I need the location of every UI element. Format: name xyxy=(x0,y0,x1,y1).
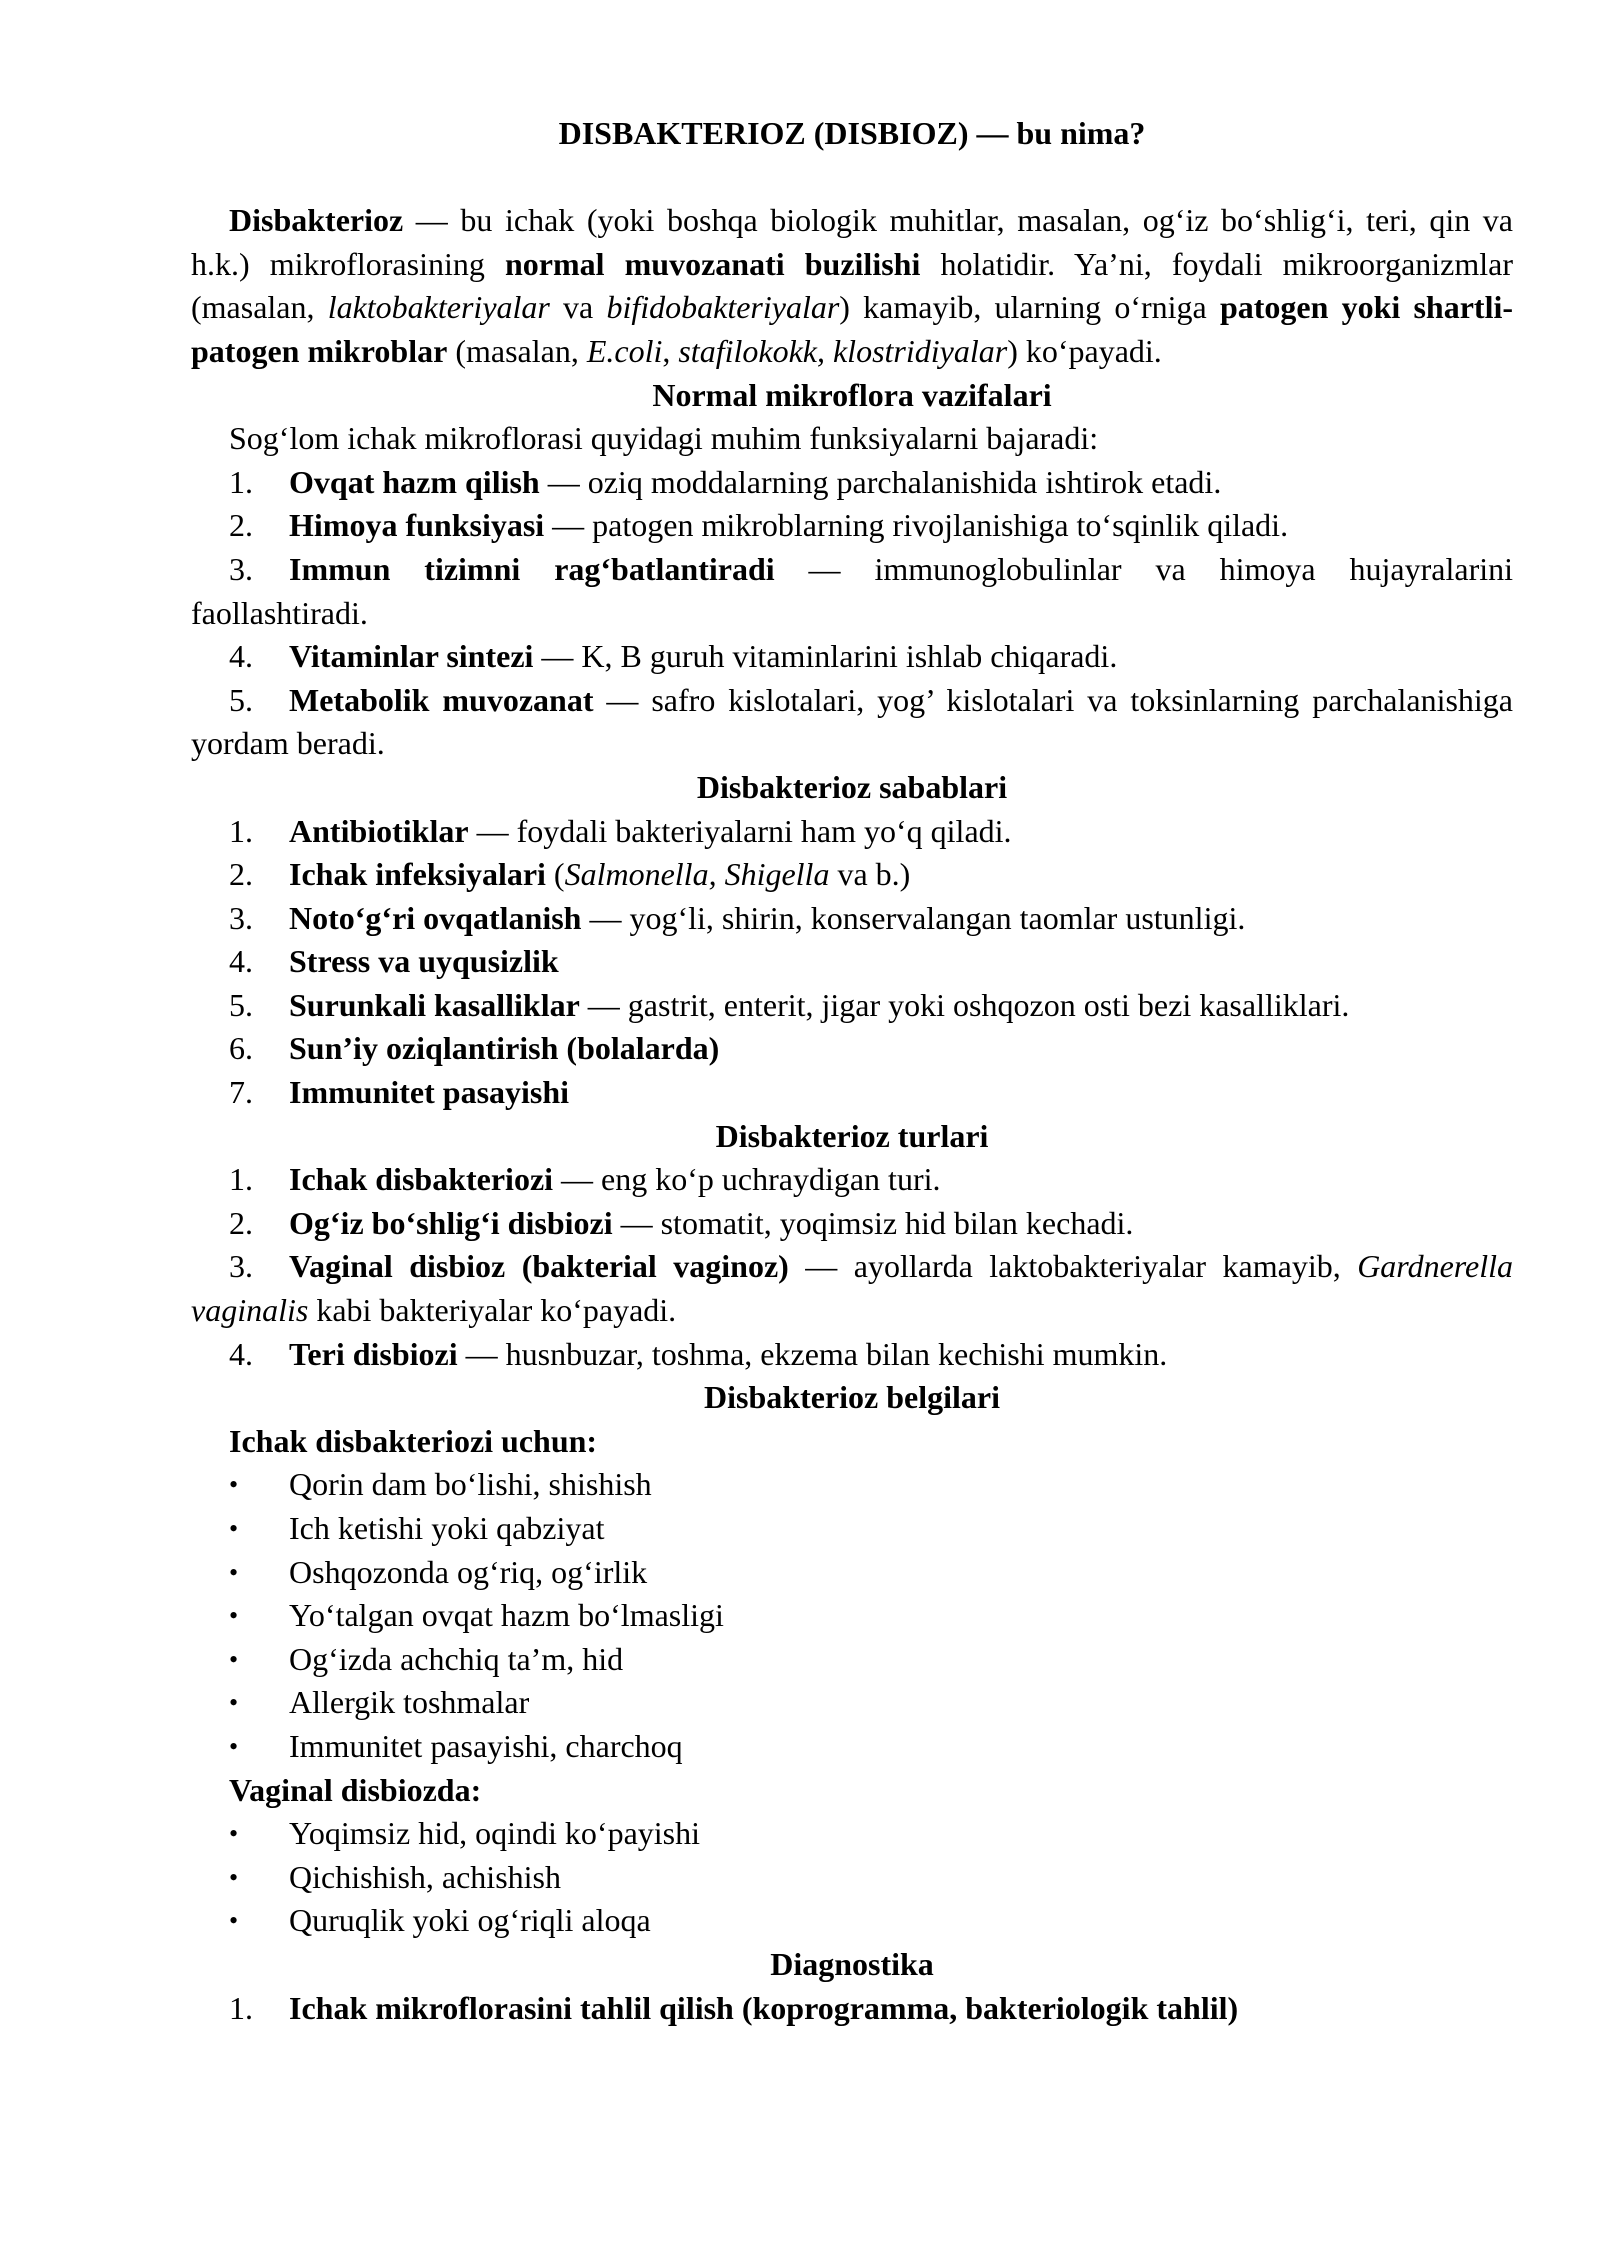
list-item xyxy=(191,1681,1513,1725)
list-number: 1. xyxy=(229,1989,253,2026)
list-item xyxy=(191,1202,1513,1246)
list-item xyxy=(191,1812,1513,1856)
list-item xyxy=(191,1158,1513,1202)
list-item xyxy=(191,984,1513,1028)
bullet-icon: • xyxy=(229,1644,239,1674)
list-number: 2. xyxy=(229,856,253,893)
list-italic: Salmonella, Shigella xyxy=(564,856,830,893)
list-text: Quruqlik yoki og‘riqli aloqa xyxy=(289,1902,651,1939)
bullet-icon: • xyxy=(229,1514,239,1543)
list-text: — husnbuzar, toshma, ekzema bilan kechishi mumkin. xyxy=(457,1335,1168,1372)
list-text: — K, B guruh vitaminlarini ishlab chiqaradi. xyxy=(533,638,1118,675)
section-heading-functions: Normal mikroflora vazifalari xyxy=(652,376,1052,413)
list-item xyxy=(191,1725,1513,1769)
intro-bold: normal muvozanati buzilishi xyxy=(504,245,921,282)
list-number: 7. xyxy=(229,1074,253,1111)
list-term: Og‘iz bo‘shlig‘i disbiozi xyxy=(289,1204,613,1241)
list-text: — gastrit, enterit, jigar yoki oshqozon osti bezi kasalliklari. xyxy=(579,986,1350,1023)
functions-lead: Sog‘lom ichak mikroflorasi quyidagi muhim funksiyalarni bajaradi: xyxy=(229,420,1099,457)
list-item xyxy=(191,853,1513,897)
list-item xyxy=(191,1507,1513,1551)
intro-text: holatidir. Ya’ni, foydali mikroorganizmlar (masalan, xyxy=(191,245,1514,326)
causes-list xyxy=(191,810,1513,1115)
list-term: Metabolik muvozanat xyxy=(289,681,594,718)
list-text: Yo‘talgan ovqat hazm bo‘lmasligi xyxy=(289,1597,724,1634)
list-text: — safro kislotalari, yog’ kislotalari va toksinlarning parchalanishiga yordam beradi. xyxy=(191,681,1514,762)
list-text: Allergik toshmalar xyxy=(289,1684,530,1721)
list-text: — yog‘li, shirin, konservalangan taomlar ustunligi. xyxy=(581,899,1246,936)
list-term: Teri disbiozi xyxy=(289,1335,458,1372)
intro-text: ) ko‘payadi. xyxy=(1007,332,1162,369)
section-heading-types: Disbakterioz turlari xyxy=(715,1117,989,1154)
list-text: — patogen mikroblarning rivojlanishiga to‘sqinlik qiladi. xyxy=(544,507,1289,544)
bullet-icon: • xyxy=(229,1731,239,1761)
list-number: 3. xyxy=(229,550,253,587)
list-term: Vitaminlar sintezi xyxy=(289,638,534,675)
list-number: 4. xyxy=(229,1335,253,1372)
list-text: — immunoglobulinlar va himoya hujayralarini faollashtiradi. xyxy=(191,550,1513,631)
bullet-icon: • xyxy=(229,1601,239,1631)
document-body xyxy=(191,112,1513,2030)
list-item xyxy=(191,635,1513,679)
intro-bold: patogen yoki shartli-patogen mikroblar xyxy=(191,289,1513,369)
list-item xyxy=(191,1987,1513,2031)
list-number: 3. xyxy=(229,1248,253,1285)
list-item xyxy=(191,548,1513,635)
list-text: Og‘izda achchiq ta’m, hid xyxy=(289,1640,624,1677)
list-item xyxy=(191,1594,1513,1638)
list-text: — foydali bakteriyalarni ham yo‘q qiladi. xyxy=(468,812,1012,849)
list-item xyxy=(191,1333,1513,1377)
list-number: 5. xyxy=(229,681,253,718)
list-text: — eng ko‘p uchraydigan turi. xyxy=(553,1161,941,1198)
section-heading-diagnostics: Diagnostika xyxy=(770,1945,934,1982)
list-item xyxy=(191,1463,1513,1507)
list-number: 2. xyxy=(229,507,253,544)
types-list xyxy=(191,1158,1513,1376)
list-term: Himoya funksiyasi xyxy=(289,507,545,544)
intro-text: — bu ichak (yoki boshqa biologik muhitlar, masalan, og‘iz bo‘shlig‘i, teri, qin va h.k.) mikroflorasining xyxy=(191,202,1513,282)
list-item xyxy=(191,810,1513,854)
list-term: Ichak mikroflorasini tahlil qilish (koprogramma, bakteriologik tahlil) xyxy=(289,1989,1239,2026)
list-text: Oshqozonda og‘riq, og‘irlik xyxy=(289,1553,648,1590)
list-text: ( xyxy=(545,856,565,893)
list-text: Qorin dam bo‘lishi, shishish xyxy=(289,1466,652,1503)
list-number: 4. xyxy=(229,638,253,675)
intro-text: va xyxy=(549,289,607,326)
list-text: Yoqimsiz hid, oqindi ko‘payishi xyxy=(289,1815,700,1852)
list-number: 1. xyxy=(229,1161,253,1198)
bullet-icon: • xyxy=(229,1819,239,1849)
list-item xyxy=(191,1551,1513,1595)
list-text: — stomatit, yoqimsiz hid bilan kechadi. xyxy=(612,1204,1134,1241)
list-item xyxy=(191,1071,1513,1115)
bullet-icon: • xyxy=(229,1688,239,1718)
intro-term: Disbakterioz xyxy=(229,202,404,239)
list-number: 4. xyxy=(229,943,253,980)
list-number: 1. xyxy=(229,812,253,849)
bullet-icon: • xyxy=(229,1862,239,1892)
list-number: 1. xyxy=(229,463,253,500)
list-text: — oziq moddalarning parchalanishida ishtirok etadi. xyxy=(539,463,1222,500)
section-heading-causes: Disbakterioz sabablari xyxy=(696,768,1008,805)
bullet-icon: • xyxy=(229,1906,239,1936)
list-text: — ayollarda laktobakteriyalar kamayib, xyxy=(788,1248,1358,1285)
list-term: Immun tizimni rag‘batlantiradi xyxy=(289,550,775,587)
list-text: va b.) xyxy=(829,856,911,893)
list-item xyxy=(191,461,1513,505)
list-number: 3. xyxy=(229,899,253,936)
list-item xyxy=(191,1899,1513,1943)
intro-text: (masalan, xyxy=(447,332,587,369)
intro-text: , xyxy=(662,332,679,369)
section-heading-symptoms: Disbakterioz belgilari xyxy=(704,1379,1000,1416)
list-item xyxy=(191,504,1513,548)
bullet-icon: • xyxy=(229,1557,239,1587)
list-item xyxy=(191,679,1513,766)
intro-italic: E.coli xyxy=(586,332,663,369)
list-term: Surunkali kasalliklar xyxy=(289,986,580,1023)
list-text: Immunitet pasayishi, charchoq xyxy=(289,1727,683,1764)
intestinal-subheading: Ichak disbakteriozi uchun: xyxy=(229,1422,598,1459)
diagnostics-list xyxy=(191,1987,1513,2031)
list-number: 6. xyxy=(229,1030,253,1067)
document-title: DISBAKTERIOZ (DISBIOZ) — bu nima? xyxy=(558,115,1146,151)
list-term: Immunitet pasayishi xyxy=(289,1074,570,1111)
list-term: Sun’iy oziqlantirish (bolalarda) xyxy=(289,1030,720,1067)
vaginal-subheading: Vaginal disbiozda: xyxy=(229,1771,482,1808)
list-text: Qichishish, achishish xyxy=(289,1858,561,1895)
list-item xyxy=(191,897,1513,941)
vaginal-symptoms-list xyxy=(191,1812,1513,1943)
intro-paragraph xyxy=(191,199,1513,373)
list-term: Vaginal disbioz (bakterial vaginoz) xyxy=(289,1248,789,1285)
list-term: Antibiotiklar xyxy=(289,812,469,849)
intro-italic: stafilokokk, klostridiyalar xyxy=(678,332,1008,369)
list-item xyxy=(191,1027,1513,1071)
list-term: Stress va uyqusizlik xyxy=(289,943,559,980)
list-italic: Gardnerella vaginalis xyxy=(191,1248,1514,1329)
list-item xyxy=(191,1638,1513,1682)
list-text: Ich ketishi yoki qabziyat xyxy=(289,1510,605,1546)
intro-text: ) kamayib, ularning o‘rniga xyxy=(839,289,1220,326)
list-item xyxy=(191,1856,1513,1900)
list-item xyxy=(191,1245,1513,1332)
list-term: Ichak infeksiyalari xyxy=(289,856,546,893)
list-item xyxy=(191,940,1513,984)
intro-italic: bifidobakteriyalar xyxy=(606,289,840,326)
intro-italic: laktobakteriyalar xyxy=(327,289,550,326)
list-number: 2. xyxy=(229,1204,253,1241)
intestinal-symptoms-list xyxy=(191,1463,1513,1768)
list-term: Ovqat hazm qilish xyxy=(289,463,540,500)
bullet-icon: • xyxy=(229,1470,239,1500)
list-term: Ichak disbakteriozi xyxy=(289,1161,554,1198)
list-term: Noto‘g‘ri ovqatlanish xyxy=(289,899,582,936)
list-text: kabi bakteriyalar ko‘payadi. xyxy=(308,1292,677,1329)
list-number: 5. xyxy=(229,986,253,1023)
functions-list xyxy=(191,461,1513,766)
